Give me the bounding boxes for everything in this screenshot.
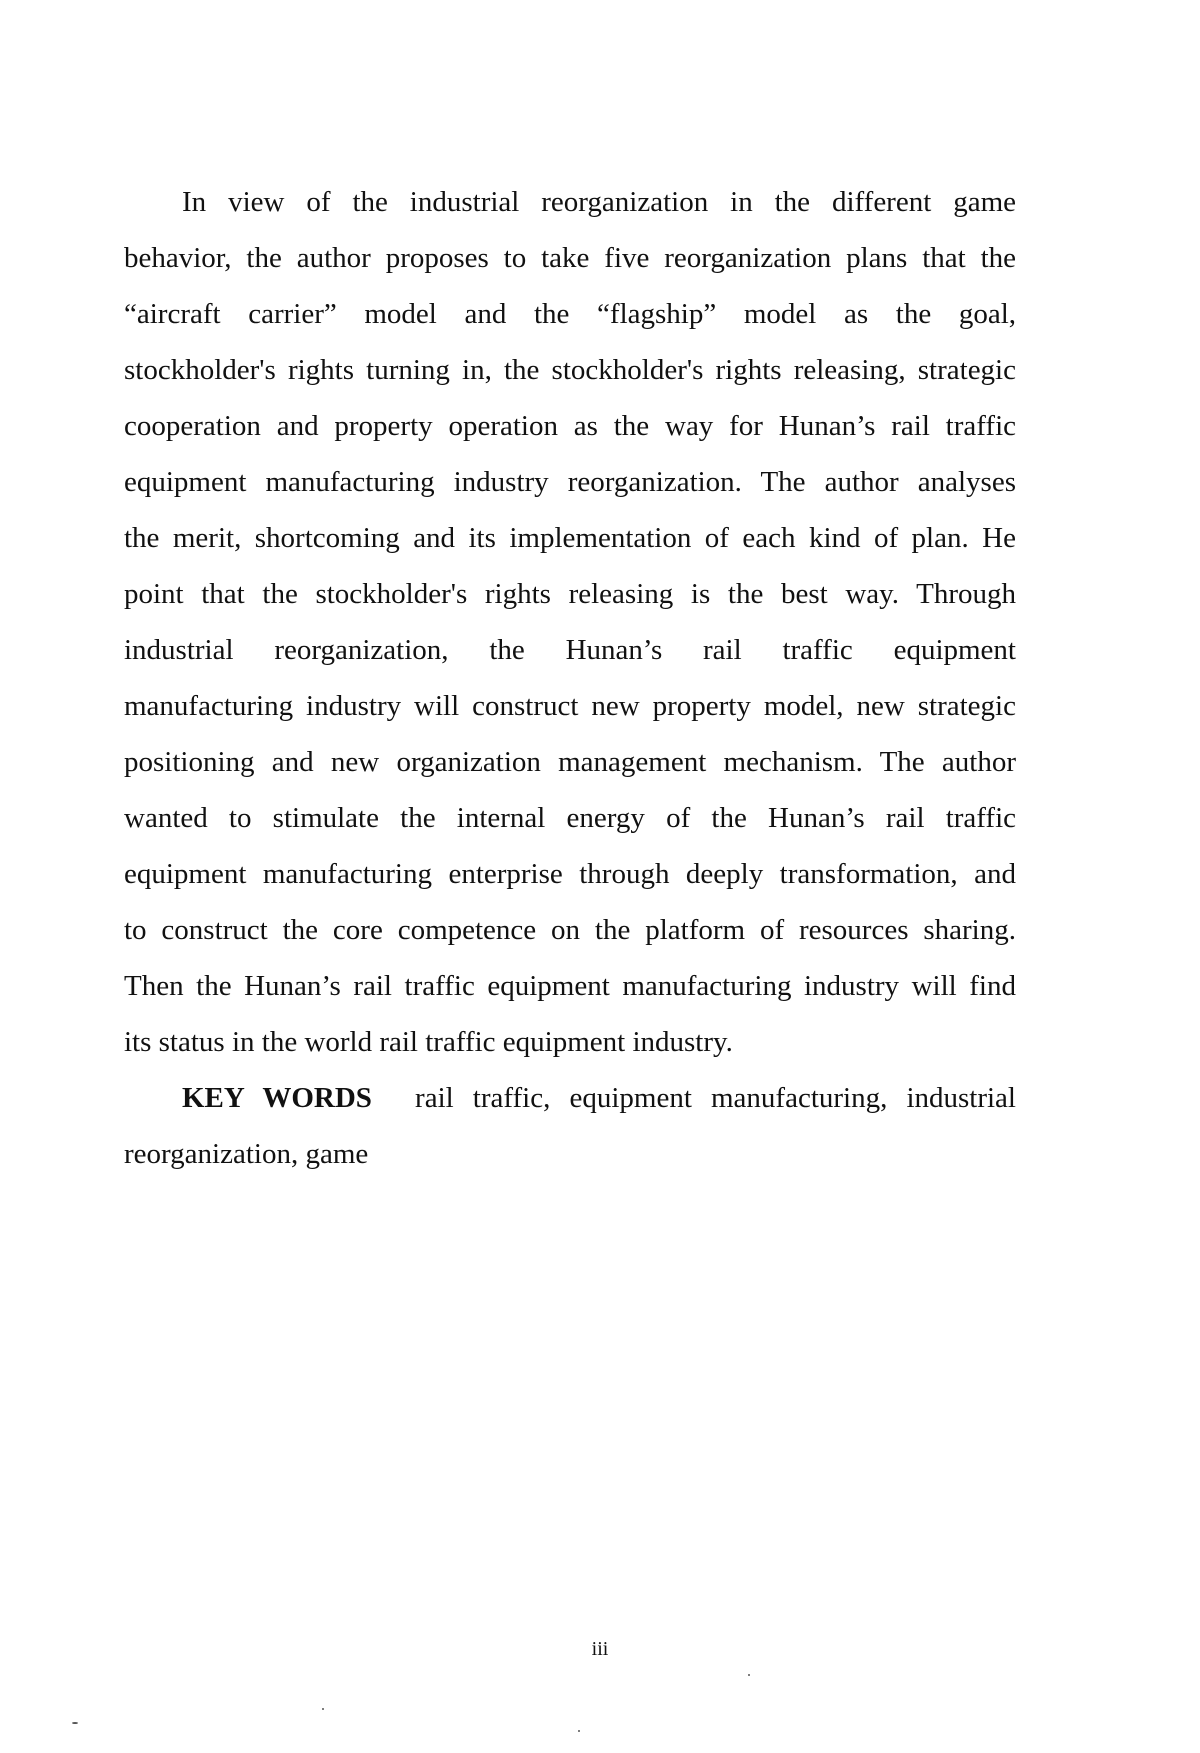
abstract-line: Then the Hunan’s rail traffic equipment manufacturing industry will find bbox=[124, 970, 1016, 1002]
abstract-line: cooperation and property operation as the way for Hunan’s rail traffic bbox=[124, 410, 1016, 442]
abstract-line: industrial reorganization, the Hunan’s rail traffic equipment bbox=[124, 634, 1016, 666]
abstract-line: the merit, shortcoming and its implementation of each kind of plan. He bbox=[124, 522, 1016, 554]
scan-speck bbox=[578, 1730, 580, 1732]
scan-speck bbox=[72, 1722, 78, 1724]
abstract-body bbox=[124, 174, 1016, 1182]
abstract-line: In view of the industrial reorganization in the different game bbox=[182, 186, 1016, 218]
keywords-continuation: reorganization, game bbox=[124, 1138, 369, 1170]
keywords-line bbox=[124, 1070, 1016, 1126]
keywords-text: rail traffic, equipment manufacturing, industrial bbox=[415, 1082, 1016, 1114]
keywords-label: KEY WORDS bbox=[182, 1082, 372, 1114]
scan-speck bbox=[748, 1674, 750, 1676]
abstract-line: positioning and new organization management mechanism. The author bbox=[124, 746, 1016, 778]
abstract-line: stockholder's rights turning in, the stockholder's rights releasing, strategic bbox=[124, 354, 1016, 386]
abstract-line: manufacturing industry will construct new property model, new strategic bbox=[124, 690, 1016, 722]
abstract-line: its status in the world rail traffic equipment industry. bbox=[124, 1026, 733, 1058]
abstract-line: equipment manufacturing industry reorganization. The author analyses bbox=[124, 466, 1016, 498]
abstract-line: behavior, the author proposes to take five reorganization plans that the bbox=[124, 242, 1016, 274]
abstract-line: equipment manufacturing enterprise through deeply transformation, and bbox=[124, 858, 1016, 890]
abstract-line: “aircraft carrier” model and the “flagship” model as the goal, bbox=[124, 298, 1016, 330]
page-number: iii bbox=[591, 1638, 609, 1660]
scan-speck bbox=[322, 1708, 324, 1710]
abstract-line: point that the stockholder's rights releasing is the best way. Through bbox=[124, 578, 1016, 610]
abstract-line: to construct the core competence on the platform of resources sharing. bbox=[124, 914, 1016, 946]
abstract-line: wanted to stimulate the internal energy of the Hunan’s rail traffic bbox=[124, 802, 1016, 834]
